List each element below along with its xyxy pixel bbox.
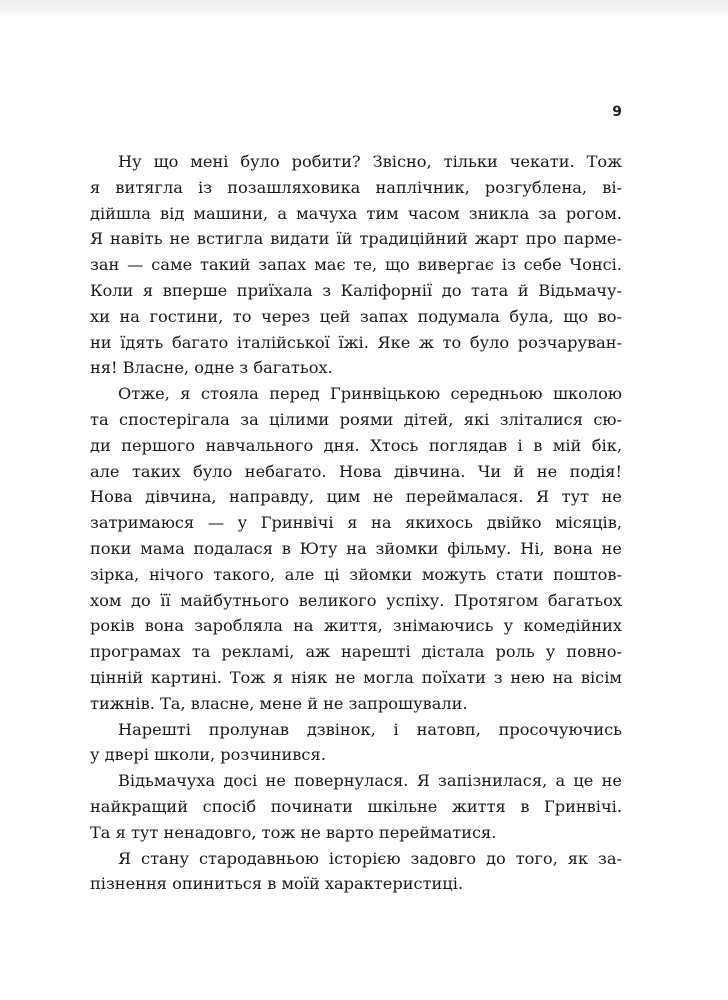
text-line: Коли я вперше приїхала з Каліфорнії до тата й Відьмачу- [90,280,622,300]
text-line: але таких було небагато. Нова дівчина. Чи й не подія! [90,461,622,481]
page-number: 9 [612,104,622,120]
text-line: хи на гостини, то через цей запах подумала була, що во- [90,306,622,326]
text-line: найкращий спосіб починати шкільне життя в Гринвічі. [90,796,622,816]
text-line: затримаюся — у Гринвічі я на якихось двійко місяців, [90,513,622,533]
text-line: Відьмачуха досі не повернулася. Я запізнилася, а це не [118,771,622,791]
text-line: програмах та рекламі, аж нарешті дістала роль у повно- [90,642,622,662]
text-line: Отже, я стояла перед Гринвіцькою середньою школою [118,384,622,404]
text-line: поки мама подалася в Юту на зйомки фільму. Ні, вона не [90,538,622,558]
text-line: дійшла від машини, а мачуха тим часом зникла за рогом. [90,203,622,223]
text-line: хом до її майбутнього великого успіху. Протягом багатьох [90,590,622,610]
text-line: зан — саме такий запах має те, що вивергає із себе Чонсі. [90,255,622,275]
text-line: тижнів. Та, власне, мене й не запрошували. [90,693,468,713]
text-line: ди першого навчального дня. Хтось поглядав і в мій бік, [90,435,622,455]
text-line: зірка, нічого такого, але ці зйомки можуть стати поштов- [90,564,622,584]
text-line: ни їдять багато італійської їжі. Яке ж то було розчаруван- [90,332,622,352]
text-line: у двері школи, розчинився. [90,745,326,765]
text-line: Та я тут ненадовго, тож не варто перейматися. [90,822,497,842]
text-line: Я стану стародавньою історією задовго до того, як за- [118,848,622,868]
text-line: років вона заробляла на життя, знімаючись у комедійних [90,616,622,636]
text-line: та спостерігала за цілими роями дітей, які зліталися сю- [90,409,622,429]
text-line: ня! Власне, одне з багатьох. [90,358,333,378]
text-line: цінній картині. Тож я ніяк не могла поїхати з нею на вісім [90,667,622,687]
text-line: Я навіть не встигла видати їй традиційний жарт про парме- [90,229,622,249]
body-text [90,149,622,897]
text-line: я витягла із позашляховика наплічник, розгублена, ві- [90,177,622,197]
text-line: Нова дівчина, направду, цим не переймалася. Я тут не [90,487,622,507]
text-line: пізнення опиниться в моїй характеристиці. [90,874,464,894]
text-line: Нарешті пролунав дзвінок, і натовп, просочуючись [118,719,622,739]
text-line: Ну що мені було робити? Звісно, тільки чекати. Тож [118,152,622,171]
